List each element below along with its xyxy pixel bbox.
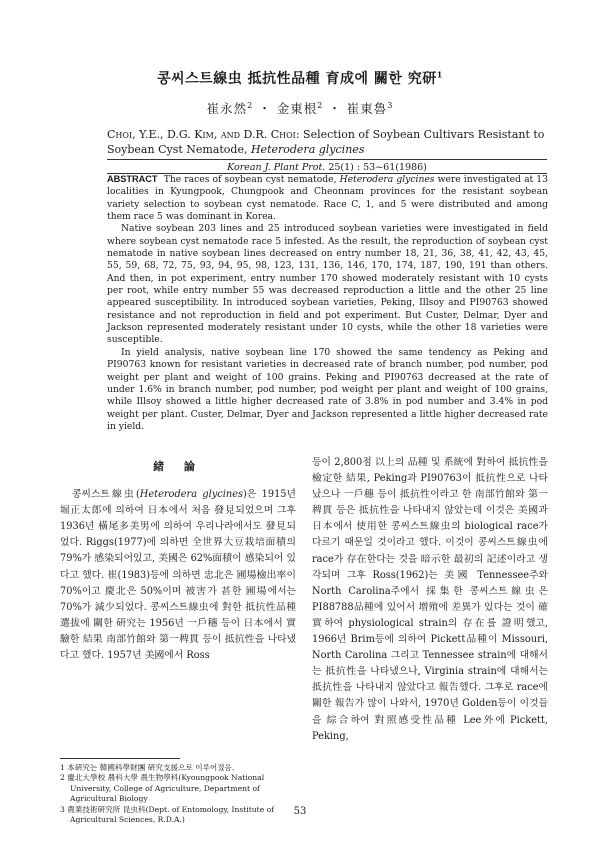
body-column-right [312, 455, 548, 745]
abstract [107, 173, 548, 433]
journal-volume: 25(1) : 53~61(1986) [325, 162, 427, 173]
english-title: : Selection of Soybean Cultivars Resistant to Soybean Cyst Nematode, [107, 128, 545, 156]
abstract-paragraph [107, 173, 548, 223]
abstract-paragraph: Native soybean 203 lines and 25 introduced soybean varieties were investigated in field where soybean cyst nematode race 5 infested. As the result, the reproduction of soybean cyst nematode in native soybean lines decreased on entry number 18, 21, 36, 38, 41, 42, 43, 45, 55, 59, 68, 72, 75, 93, 94, 95, 98, 123, 131, 136, 146, 170, 174, 187, 190, 191 than others. And then, in pot experiment, entry number 170 showed moderately resistant with 10 cysts per root, while entry number 55 was decreased reproduction a little and the other 25 line appeared susceptibility. In introduced soybean varieties, Peking, Illsoy and PI90763 showed resistance and not reproduction in field and pot experiment. But Custer, Delmar, Dyer and Jackson represented moderately resistant under 10 cysts, while the other 18 varieties were susceptible. [107, 223, 548, 346]
title-footnote-mark: 1 [436, 69, 443, 80]
body-text: )은 1915년 堀正太郎에 의하여 日本에서 처음 發見되었으며 그후 1936년 橫尾多美男에 의하여 우리나라에서도 發見되었다. Riggs(1977)에 의하면 全世界大豆栽培面積의 79%가 感染되어있고, 美國은 62%面積이 感染되어 있다고 했다. 崔(1983)등에 의하면 忠北은 圃場檢出率이 70%이고 慶北은 50%이며 被害가 甚한 圃場에서는 70%가 減少되었다. 콩씨스트線虫에 對한 抵抗性品種選拔에 關한 硏究는 1956년 一戶穗 등이 日本에서 實驗한 結果 南部竹館와 第一稗貫 등이 抵抗性을 나타냈다고 했다. 1957년 美國에서 Ross [60, 489, 296, 662]
author-affiliation-mark: 2 [317, 100, 324, 110]
footnote: 3 農業技術硏究所 昆虫科(Dept. of Entomology, Institute of Agricultural Sciences, R.D.A.) [60, 804, 275, 825]
abstract-text: The races of soybean cyst nematode, [163, 174, 340, 185]
paper-title [0, 68, 600, 88]
abstract-species: Heterodera glycines [339, 174, 435, 185]
author-name: 金東根 [276, 101, 318, 116]
header-rule-top [107, 159, 547, 160]
author-affiliation-mark: 3 [387, 100, 394, 110]
footnote: 1 本硏究는 韓國科學財團 硏究支援으로 이루어졌음. [60, 763, 235, 772]
abstract-paragraph: In yield analysis, native soybean line 170 showed the same tendency as Peking and PI90763 known for resistant varieties in decreased rate of branch number, pod number, pod weight per plant and weight of 100 grains. Peking and PI90763 decreased at the rate of under 1.6% in branch number, pod number, pod weight per plant and weight of 100 grains, while Illsoy showed a little higher decreased rate of 3.8% in pod number and 3.4% in pod weight per plant. Custer, Delmar, Dyer and Jackson represented a little higher decreased rate in yield. [107, 346, 548, 432]
abstract-text: were investigated at 13 localities in Kyungpook, Chungpook and Cheonnam provinces for the resistant soybean variety selection to soybean cyst nematode. Race C, 1, and 5 were distributed and among them race 5 was dominant in Korea. [107, 174, 549, 223]
body-column-left [60, 453, 296, 664]
page-number: 53 [293, 806, 307, 817]
footnote: 2 慶北大學校 農科大學 農生物學科(Kyoungpook National University, College of Agriculture, Department of Agricultural Biology [60, 773, 265, 804]
english-authors: Choi, Y.E., D.G. Kim, and D.R. Choi [107, 128, 296, 141]
section-heading: 緒 論 [153, 460, 203, 473]
abstract-label: ABSTRACT [107, 174, 158, 184]
paper-title-text: 콩씨스트線虫 抵抗性品種 育成에 關한 究研 [157, 71, 437, 87]
body-species: Heterodera glycines [139, 489, 244, 501]
body-text: 콩씨스트線虫( [72, 489, 140, 501]
author-name: 崔永然 [206, 101, 248, 116]
author-name: 崔東魯 [346, 101, 388, 116]
english-citation [107, 127, 547, 157]
author-list [0, 99, 600, 117]
english-title-species: Heterodera glycines [250, 143, 365, 156]
body-paragraph [60, 487, 296, 664]
author-affiliation-mark: 2 [247, 100, 254, 110]
author-separator: ・ [328, 101, 342, 116]
journal-name: Korean J. Plant Prot. [227, 162, 326, 173]
body-paragraph: 등이 2,800점 以上의 品種 및 系統에 對하여 抵抗性을 檢定한 結果, Peking과 PI90763이 抵抗性으로 나타났으나 一戶穗 등이 抵抗性이라고 한 南部竹館와 第一稗貫 등은 抵抗性을 나타내지 않았는데 이것은 美國과 日本에서 使用한 콩씨스트線虫의 biological race가 다르기 때문일 것이라고 했다. 이것이 콩씨스트線虫에 race가 存在한다는 것을 暗示한 最初의 記述이라고 생각되며 그후 Ross(1962)는 美國 Tennessee주와 North Carolina주에서 採集한 콩씨스트線虫은 PI88788品種에 있어서 增殖에 差異가 있다는 것이 確實하여 physiological strain의 存在를 證明했고, 1966년 Brim등에 의하여 Pickett品種이 Missouri, North Carolina 그리고 Tennessee strain에 대해서는 抵抗性을 나타냈으나, Virginia strain에 대해서는 抵抗性을 나타내지 않았다고 報告했다. 그후로 race에 關한 報告가 많이 나와서, 1970년 Golden등이 이것들을 綜合하여 對照感受性品種 Lee外에 Pickett, Peking, [312, 457, 548, 742]
author-separator: ・ [258, 101, 272, 116]
footnote-rule [60, 758, 180, 759]
journal-reference [0, 162, 600, 173]
